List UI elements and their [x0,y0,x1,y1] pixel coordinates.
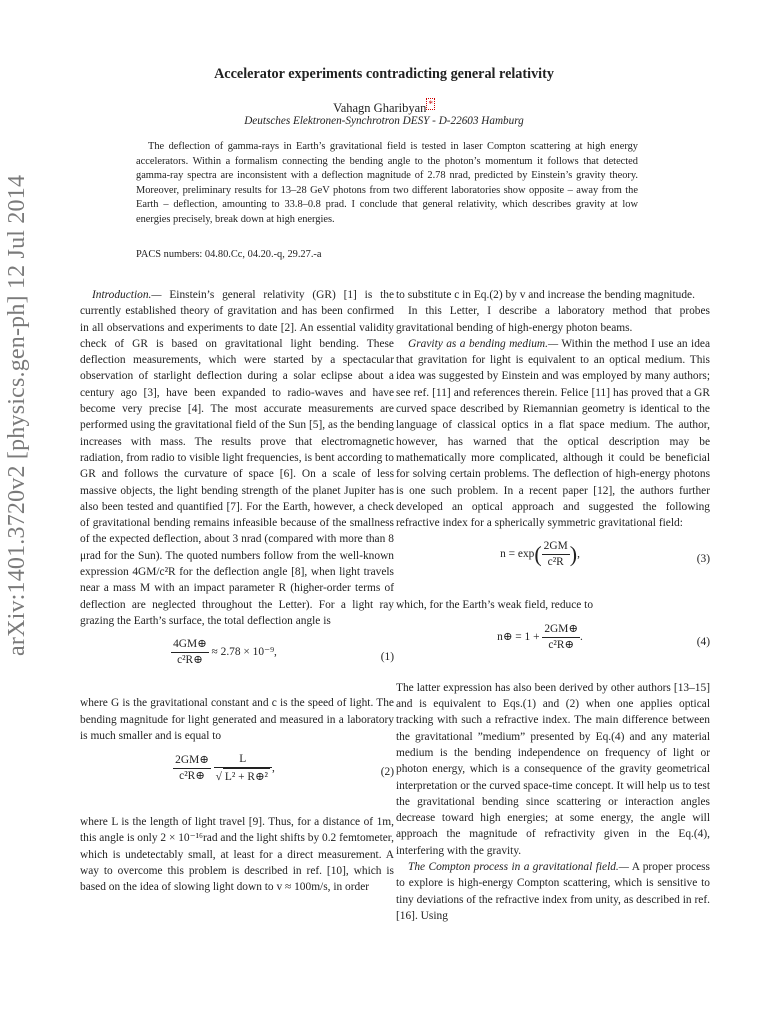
paragraph-weak-field: which, for the Earth’s weak field, reduce to [396,599,594,612]
intro-paragraph [80,287,394,629]
eq2-numerator-b: L [214,752,272,768]
eq3-tail: , [577,548,580,561]
eq3-close-paren: ) [569,541,578,567]
eq4-denominator: c²R⊕ [548,638,574,651]
eq2-radicand: L² + R⊕² [223,768,270,785]
paragraph-bending-medium [396,336,710,532]
eq2-fraction-b [214,752,272,785]
affiliation: Deutsches Elektronen-Synchrotron DESY - D-22603 Hamburg [244,115,524,127]
eq1-rhs: ≈ 2.78 × 10⁻⁹, [211,646,277,659]
eq2-denominator-b: √ L² + R⊕² [214,768,272,785]
equation-3 [396,539,710,587]
eq3-lhs: n = exp [500,548,535,561]
paper-title: Accelerator experiments contradicting general relativity [214,66,554,82]
paragraph-length-of-light: where L is the length of light travel [9]. Thus, for a distance of 1m, this angle is only 2 × 10⁻¹⁶rad and the light shifts by 0.2 femtometer, which is undetectably small, at least for a direct measurement. A way to overcome this problem is described in ref. [10], which is based on the idea of slowing light down to v ≈ 100m/s, in order [80,816,394,894]
compton-text: A proper process to explore is high-energy Compton scattering, which is sensitive to tiny deviations of the refractive index from unity, as described in ref. [16]. Using [396,861,710,922]
eq4-numerator: 2GM⊕ [542,622,580,638]
eq3-open-paren: ( [534,541,542,567]
arxiv-identifier-stamp[interactable]: arXiv:1401.3720v2 [physics.gen-ph] 12 Jul 2014 [4,174,30,656]
eq1-numerator: 4GM⊕ [171,637,209,653]
eq2-tail: , [271,762,275,775]
right-column [396,287,710,924]
eq3-numerator: 2GM [542,539,570,555]
paragraph-where-g: where G is the gravitational constant and c is the speed of light. The bending magnitude for light generated and measured in a laboratory is much smaller and is equal to [80,697,394,742]
eq1-denominator: c²R⊕ [177,654,203,667]
eq3-denominator: c²R [547,556,564,569]
eq3-fraction [542,539,570,570]
section-heading-bending-medium: Gravity as a bending medium.— [408,337,559,350]
eq2-numerator-a: 2GM⊕ [173,753,211,769]
eq2-denominator-a: c²R⊕ [179,770,205,783]
eq1-label: (1) [380,651,394,664]
eq2-label: (2) [380,766,394,779]
paragraph-substitute: to substitute c in Eq.(2) by v and increase the bending magnitude. [396,289,695,301]
section-heading-compton: The Compton process in a gravitational field.— [408,861,629,874]
eq4-label: (4) [696,635,710,648]
paragraph-this-letter: In this Letter, I describe a laboratory method that probes gravitational bending of high-energy photon beams. [396,305,710,334]
author-name: Vahagn Gharibyan [333,101,427,116]
equation-1 [80,637,394,685]
eq4-tail: . [579,630,583,643]
intro-text: Einstein’s general relativity (GR) [1] is the currently established theory of gravitation and has been confirmed in all observations and experiments to date [2]. An essential validity check of GR is based on gravitational light bending. These deflection measurements, which were started by a spectacular observation of starlight deflection during a solar eclipse about a century ago [3], have been expanded to radio-waves and have become very precise [4]. The most accurate measurements are performed using the gravitational field of the Sun [5], as the bending increases with mass. The results prove that electromagnetic radiation, from radio to visible light frequencies, is bent according to GR and follows the curvature of space [6]. On a scale of less massive objects, the light bending strength of the planet Jupiter has also been tested and quantified [7]. For the Earth, however, a check of gravitational bending remains infeasible because of the smallness of the expected deflection, about 3 nrad (compared with more than 8 μrad for the Sun). The quoted numbers follow from the well-known expression 4GM/c²R for the deflection angle [8], when light travels near a mass M with an impact parameter R (higher-order terms of deflection are neglected throughout the Letter). For a light ray grazing the Earth’s surface, the total deflection angle is [80,289,394,627]
eq4-lhs: n⊕ = 1 + [497,630,540,643]
eq3-label: (3) [696,553,710,566]
paragraph-latter-expression: The latter expression has also been derived by other authors [13–15] and is equivalent to Eqs.(1) and (2) when one applies optical tracking with such a refractive index. The main difference between the gravitational ”medium” presented by Eq.(4) and any material medium is the bending independence on frequency of light or photon energy, which is a consequence of the gravity geometrical interpretation or the curved space-time concept. It will help us to test the gravitational bending since scattering or interaction angles decrease toward high energies; at some energy, the angle will approach the magnitude of refractivity given in the Eq.(4), interfering with the gravity. [396,681,710,857]
abstract [136,140,638,228]
eq2-fraction-a [173,753,211,784]
pacs-numbers: PACS numbers: 04.80.Cc, 04.20.-q, 29.27.-a [136,249,322,260]
equation-4 [396,622,710,670]
eq1-fraction [171,637,209,668]
eq4-fraction [542,622,580,653]
author-line [0,99,768,116]
left-column [80,287,394,896]
abstract-text: The deflection of gamma-rays in Earth’s gravitational field is tested in laser Compton scattering at high energy accelerators. Within a formalism connecting the bending angle to the photon’s momentum it follows that detected gamma-ray spectra are inconsistent with a deflection magnitude of 2.78 nrad, predicted by Einstein’s gravity theory. Moreover, preliminary results for 13–28 GeV photons from two different laboratories show opposite – away from the Earth – deflection, amounting to 33.8–0.8 prad. I conclude that general relativity, which describes gravity at low energies precisely, break down at high energies. [136,141,638,225]
bending-medium-text: Within the method I use an idea that gravitation for light is equivalent to an optical medium. This idea was suggested by Einstein and was employed by many authors; see ref. [11] and references therein. Felice [11] has proved that a GR curved space described by Riemannian geometry is identical to the language of classical optics in a flat space medium. The author, however, has warned that the optical description may be mathematically more complicated, although it could be beneficial for solving certain problems. The deflection of high-energy photons is one such problem. In a recent paper [12], the authors further developed an optical approach and suggested the following refractive index for a spherically symmetric gravitational field: [396,337,710,530]
equation-2 [80,752,394,804]
author-footnote-mark[interactable]: * [428,99,433,109]
section-heading-introduction: Introduction.— [92,289,162,301]
paragraph-compton-process [396,859,710,924]
